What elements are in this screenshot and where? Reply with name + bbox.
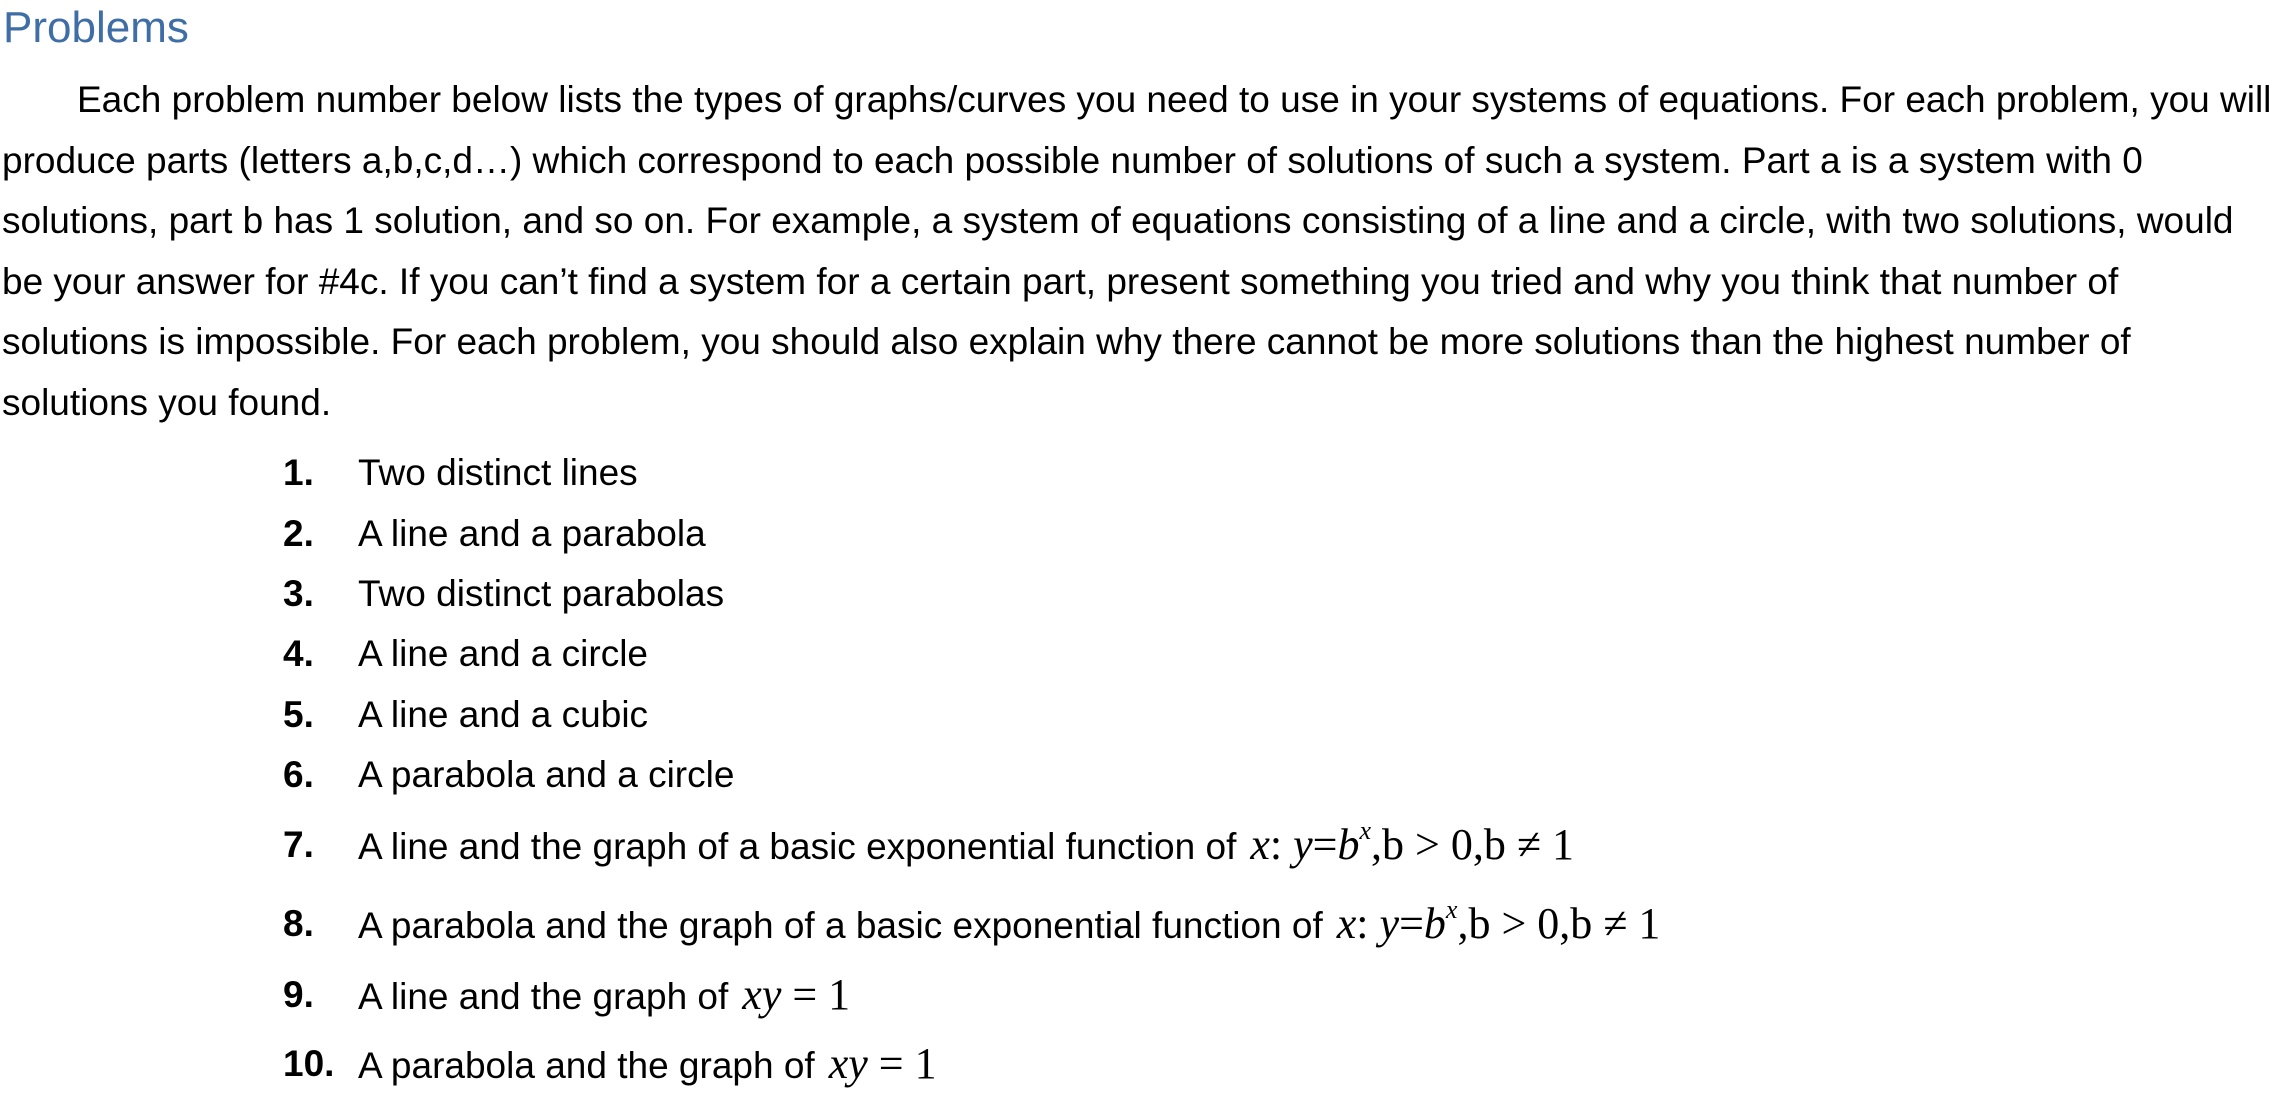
math-variable: x [1250, 820, 1270, 869]
problem-number: 7. [283, 824, 314, 865]
math-lhs: xy [742, 970, 782, 1019]
problem-text: A line and a circle [358, 633, 649, 674]
problem-text-with-math [358, 895, 1661, 949]
math-expression [1336, 895, 1661, 948]
math-rhs: = 1 [792, 970, 851, 1019]
problem-text: A parabola and the graph of a basic exponential function of [358, 905, 1323, 946]
math-condition: ,b > 0,b ≠ 1 [1371, 820, 1574, 869]
problem-text: A parabola and the graph of [358, 1045, 815, 1086]
intro-paragraph: Each problem number below lists the types of graphs/curves you need to use in your systems of equations. For each problem, you will produce parts (letters a,b,c,d…) which correspond to each possible number of solutions of such a system. Part a is a system with 0 solutions, part b has 1 solution, and so on. For example, a system of equations consisting of a line and a circle, with two solutions, would be your answer for #4c. If you can’t find a system for a certain part, present something you tried and why you think that number of solutions is impossible. For each problem, you should also explain why there cannot be more solutions than the highest number of solutions you found. [2, 79, 2272, 423]
math-rhs: = 1 [878, 1039, 937, 1088]
problem-number: 10. [283, 1043, 335, 1084]
math-expression [1250, 816, 1574, 869]
problem-text: A line and the graph of a basic exponential function of [358, 826, 1237, 867]
math-expression [829, 1039, 937, 1088]
math-exponent: x [1445, 895, 1458, 924]
problem-text-with-math [358, 1041, 937, 1089]
problem-text: Two distinct lines [358, 452, 638, 493]
math-base: b [1337, 820, 1360, 869]
math-base: b [1423, 899, 1446, 948]
problem-text: A line and the graph of [358, 976, 729, 1017]
math-exponent: x [1359, 816, 1372, 845]
problem-number: 6. [283, 754, 314, 795]
page-heading: Problems [3, 3, 189, 52]
problem-text: Two distinct parabolas [358, 573, 725, 614]
problem-text: A line and a parabola [358, 513, 706, 554]
problem-number: 3. [283, 573, 314, 614]
math-y: y [1379, 899, 1400, 948]
math-y: y [1293, 820, 1313, 869]
math-expression [742, 970, 850, 1019]
math-colon: : [1356, 899, 1369, 948]
math-colon: : [1269, 820, 1283, 869]
math-variable: x [1336, 899, 1357, 948]
problem-number: 1. [283, 452, 314, 493]
problem-text-with-math [358, 816, 1574, 870]
problem-number: 9. [283, 974, 314, 1015]
math-condition: ,b > 0,b ≠ 1 [1457, 899, 1661, 948]
math-equals: = [1399, 899, 1424, 948]
math-lhs: xy [828, 1039, 868, 1088]
problem-text: A parabola and a circle [358, 754, 735, 795]
math-equals: = [1312, 820, 1338, 869]
problem-number: 2. [283, 513, 314, 554]
problem-text-with-math [358, 972, 850, 1020]
problem-number: 5. [283, 694, 314, 735]
problem-number: 4. [283, 633, 314, 674]
problem-number: 8. [283, 903, 314, 944]
problem-text: A line and a cubic [358, 694, 649, 735]
